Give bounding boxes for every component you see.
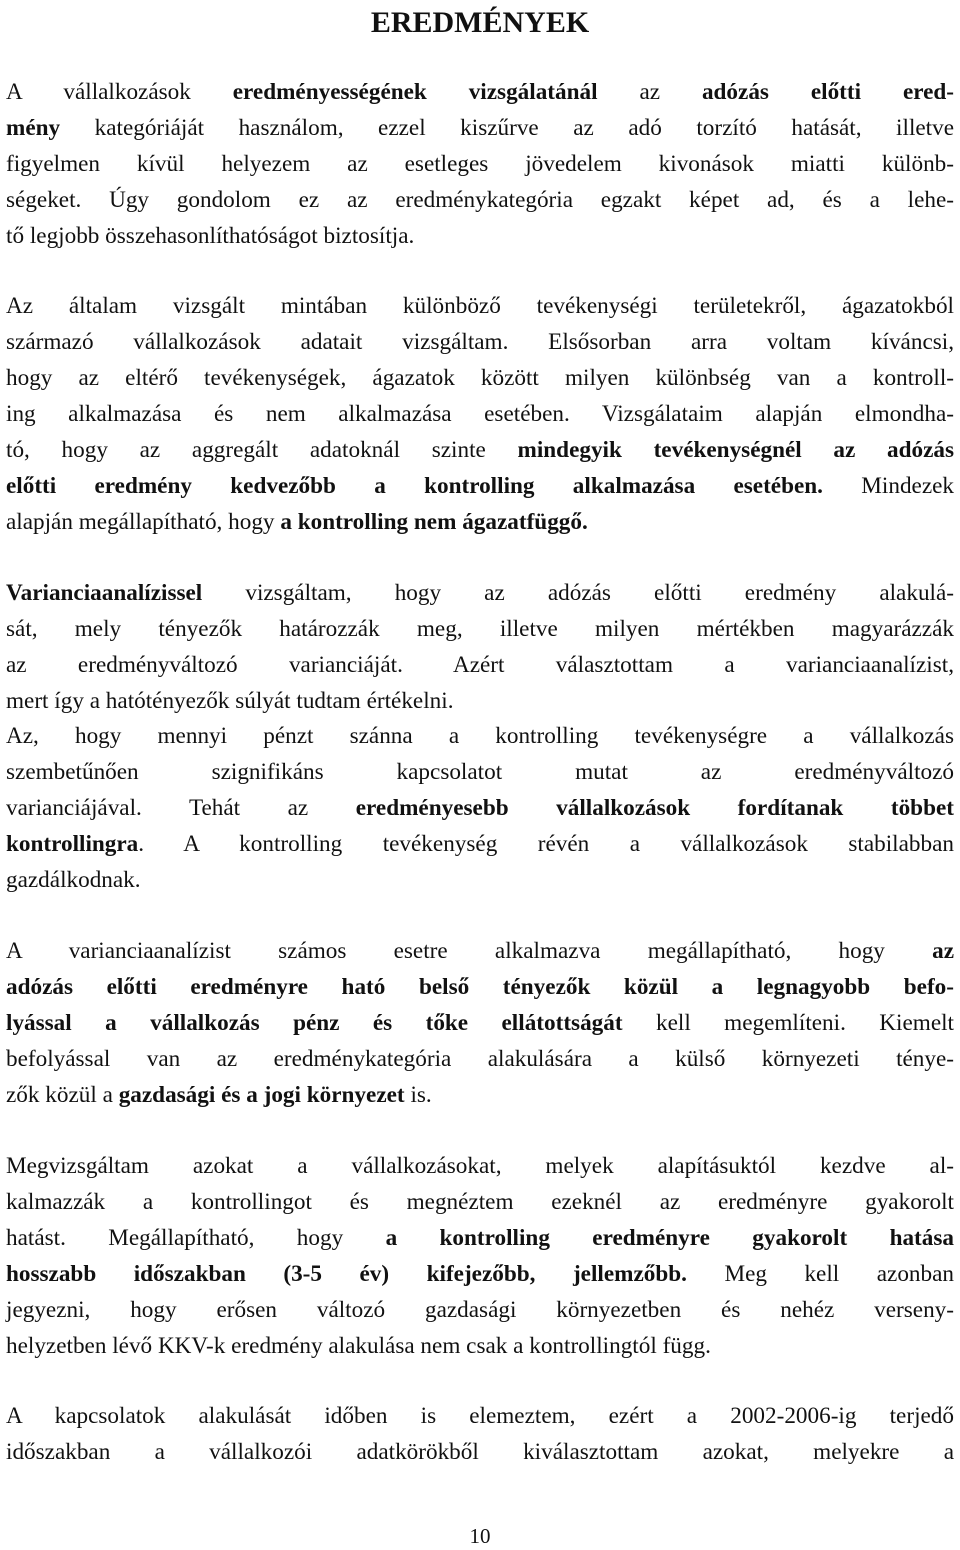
paragraph-3 [6, 575, 954, 719]
text-line [6, 647, 954, 683]
text-line [6, 396, 954, 432]
text-run: vizsgáltam, hogy az adózás előtti eredmény alakulá- [202, 580, 954, 606]
text-line [6, 74, 954, 110]
text-line [6, 360, 954, 396]
paragraph-7 [6, 1398, 954, 1470]
text-run: . A kontrolling tevékenység révén a vállalkozások stabilabban [138, 831, 954, 857]
paragraph-2 [6, 288, 954, 540]
text-line [6, 468, 954, 504]
paragraph-5 [6, 933, 954, 1113]
text-run: zők közül a [6, 1082, 119, 1108]
paragraph-6 [6, 1148, 954, 1364]
text-run: helyzetben lévő KKV-k eredmény alakulása nem csak a kontrollingtól függ. [6, 1333, 711, 1359]
bold-text: a kontrolling eredményre gyakorolt hatása [385, 1225, 954, 1251]
text-line [6, 862, 954, 898]
text-run: is. [404, 1082, 432, 1108]
text-run: hatást. Megállapítható, hogy [6, 1225, 386, 1251]
text-run: A vállalkozások [6, 79, 233, 105]
text-line [6, 1434, 954, 1470]
text-line [6, 1256, 954, 1292]
text-run: ing alkalmazása és nem alkalmazása esetében. Vizsgálataim alapján elmondha- [6, 401, 954, 427]
text-run: kell megemlíteni. Kiemelt [622, 1010, 954, 1036]
text-run: befolyással van az eredménykategória alakulására a külső környezeti ténye- [6, 1046, 954, 1072]
text-run: Az, hogy mennyi pénzt szánna a kontrolling tevékenységre a vállalkozás [6, 723, 954, 749]
text-line [6, 790, 954, 826]
text-run: szembetűnően szignifikáns kapcsolatot mutat az eredményváltozó [6, 759, 954, 785]
paragraph-1 [6, 74, 954, 254]
text-line [6, 1328, 954, 1364]
text-run: hogy az eltérő tevékenységek, ágazatok között milyen különbség van a kontroll- [6, 365, 954, 391]
text-run: mert így a hatótényezők súlyát tudtam értékelni. [6, 688, 454, 714]
document-page [6, 0, 955, 1465]
bold-text: eredményességének vizsgálatánál [232, 79, 598, 105]
text-line [6, 611, 954, 647]
bold-text: adózás előtti eredményre ható belső tényezők közül a legnagyobb befo- [6, 974, 954, 1000]
bold-text: mény [6, 115, 61, 141]
text-line [6, 575, 954, 611]
text-line [6, 754, 954, 790]
bold-text: előtti eredmény kedvezőbb a kontrolling alkalmazása esetében. [6, 473, 823, 499]
text-run: varianciájával. Tehát az [6, 795, 356, 821]
text-run: jegyezni, hogy erősen változó gazdasági környezetben és nehéz verseny- [6, 1297, 954, 1323]
text-line [6, 718, 954, 754]
text-run: kalmazzák a kontrollingot és megnéztem ezeknél az eredményre gyakorolt [6, 1189, 954, 1215]
bold-text: adózás előtti ered- [701, 79, 955, 105]
text-line [6, 146, 954, 182]
text-line [6, 504, 954, 540]
text-line [6, 1005, 954, 1041]
text-run: az [597, 79, 702, 105]
text-run: A varianciaanalízist számos esetre alkalmazva megállapítható, hogy [6, 938, 933, 964]
text-line [6, 1077, 954, 1113]
text-line [6, 969, 954, 1005]
text-run: Mindezek [822, 473, 955, 499]
text-run: kategóriáját használom, ezzel kiszűrve az adó torzító hatását, illetve [60, 115, 954, 141]
text-run: Megvizsgáltam azokat a vállalkozásokat, melyek alapításuktól kezdve al- [6, 1153, 954, 1179]
text-line [6, 1398, 954, 1434]
text-run: Meg kell azonban [686, 1261, 954, 1287]
text-run: időszakban a vállalkozói adatkörökből kiválasztottam azokat, melyekre a [6, 1439, 954, 1465]
text-line [6, 1148, 954, 1184]
text-run: figyelmen kívül helyezem az esetleges jövedelem kivonások miatti különb- [6, 151, 954, 177]
bold-text: mindegyik tevékenységnél az adózás [517, 437, 954, 463]
text-run: ségeket. Úgy gondolom ez az eredménykategória egzakt képet ad, és a lehe- [6, 187, 954, 213]
text-run: Az általam vizsgált mintában különböző tevékenységi területekről, ágazatokból [6, 293, 954, 319]
page-number: 10 [469, 1524, 491, 1548]
text-line [6, 1184, 954, 1220]
page-title: EREDMÉNYEK [370, 6, 590, 39]
text-line [6, 432, 954, 468]
text-run: sát, mely tényezők határozzák meg, illetve milyen mértékben magyarázzák [6, 616, 954, 642]
bold-text: a kontrolling nem ágazatfüggő. [280, 509, 588, 535]
text-line [6, 1292, 954, 1328]
text-run: az eredményváltozó varianciáját. Azért választottam a varianciaanalízist, [6, 652, 954, 678]
bold-text: lyással a vállalkozás pénz és tőke ellátottságát [6, 1010, 623, 1036]
text-line [6, 1041, 954, 1077]
text-line [6, 683, 954, 719]
text-line [6, 288, 954, 324]
text-line [6, 933, 954, 969]
paragraph-4 [6, 718, 954, 898]
text-run: származó vállalkozások adatait vizsgáltam. Elsősorban arra voltam kíváncsi, [6, 329, 954, 355]
bold-text: Varianciaanalízissel [6, 580, 203, 606]
bold-text: hosszabb időszakban (3-5 év) kifejezőbb, jellemzőbb. [6, 1261, 687, 1287]
text-run: tő legjobb összehasonlíthatóságot biztosítja. [6, 223, 415, 249]
text-line [6, 1220, 954, 1256]
text-line [6, 182, 954, 218]
bold-text: az [932, 938, 954, 964]
bold-text: eredményesebb vállalkozások fordítanak többet [355, 795, 954, 821]
text-line [6, 826, 954, 862]
text-line [6, 324, 954, 360]
text-line [6, 110, 954, 146]
text-line [6, 218, 954, 254]
bold-text: gazdasági és a jogi környezet [118, 1082, 405, 1108]
text-run: gazdálkodnak. [6, 867, 141, 893]
bold-text: kontrollingra [6, 831, 139, 857]
text-run: alapján megállapítható, hogy [6, 509, 281, 535]
text-run: A kapcsolatok alakulását időben is elemeztem, ezért a 2002-2006-ig terjedő [6, 1403, 954, 1429]
text-run: tó, hogy az aggregált adatoknál szinte [6, 437, 518, 463]
